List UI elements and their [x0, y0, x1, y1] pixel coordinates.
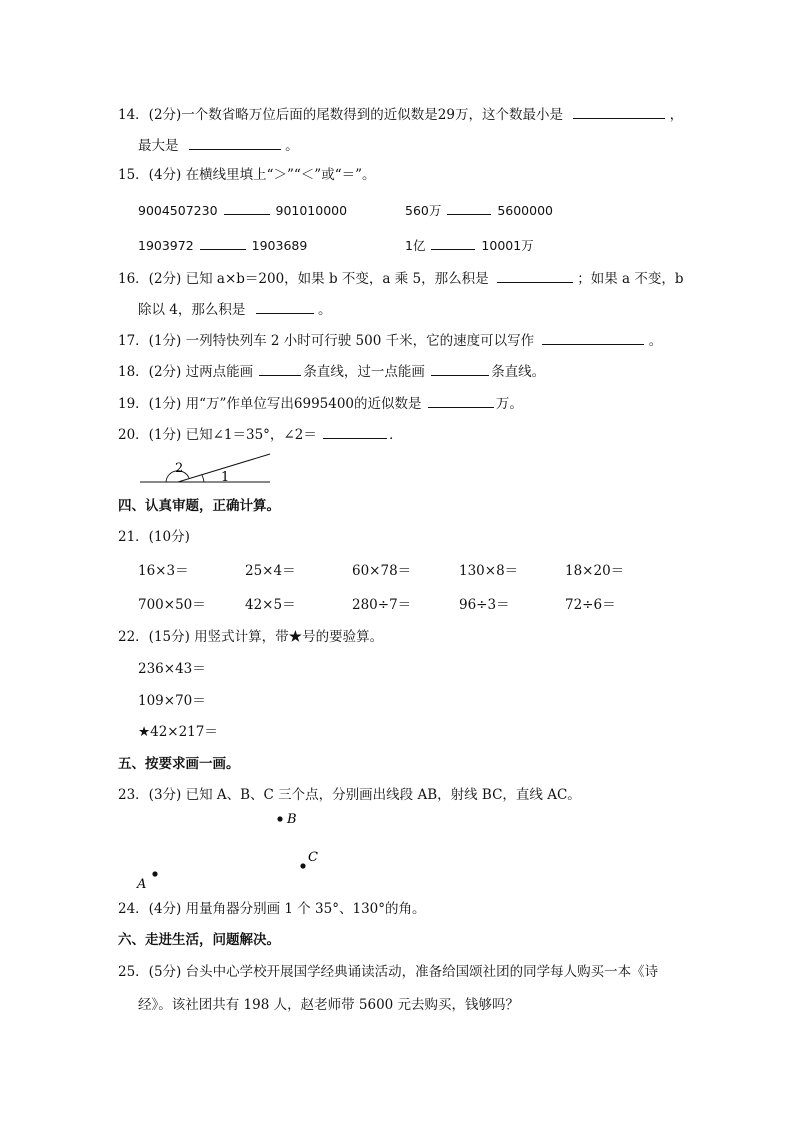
point-a-label: A: [137, 877, 147, 892]
q21-r1c4: 130×8＝: [459, 563, 519, 579]
q17-answer-blank[interactable]: [542, 330, 644, 345]
point-c: [300, 863, 305, 868]
q19-stem: 19．(1分) 用“万”作单位写出6995400的近似数是: [118, 396, 422, 412]
q15-r2-a: 1903972: [138, 238, 194, 253]
q22-item-1: 236×43＝: [138, 661, 206, 677]
q16-stem-a: 16．(2分) 已知: [118, 271, 217, 287]
q17-stem: 17．(1分) 一列特快列车 2 小时可行驶 500 千米，它的速度可以写作: [118, 333, 535, 349]
question-15-stem: 15．(4分) 在横线里填上“＞”“＜”或“＝”。: [118, 167, 376, 183]
question-16-line-2: [138, 299, 331, 319]
q15-r1-left-blank[interactable]: [224, 200, 270, 215]
q20-stem: 20．(1分) 已知∠1＝35°，∠2＝: [118, 427, 317, 443]
q16-line2-b: 。: [317, 302, 332, 318]
question-16-line-1: [118, 268, 683, 288]
q20-end: ．: [389, 427, 403, 443]
q15-r2-b: 1903689: [251, 238, 308, 253]
q17-end: 。: [648, 333, 663, 349]
point-a: [152, 871, 157, 876]
question-19: [118, 393, 523, 413]
q15-row-2-left: [138, 235, 307, 255]
q21-r2c3: 280÷7＝: [352, 597, 412, 613]
q14-comma: ，: [669, 107, 684, 123]
question-14-line-2: [138, 135, 299, 155]
points-diagram: [130, 808, 350, 894]
q20-answer-blank[interactable]: [323, 424, 387, 439]
q21-r1c1: 16×3＝: [138, 563, 189, 579]
angle-1-label: 1: [221, 470, 230, 485]
q18-answer-blank-1[interactable]: [259, 361, 301, 376]
section-4-heading: 四、认真审题，正确计算。: [118, 498, 280, 514]
q15-r1-a: 9004507230: [138, 203, 218, 218]
q18-part-a: 18．(2分) 过两点能画: [118, 364, 254, 380]
q15-r1-b: 901010000: [275, 203, 348, 218]
q21-r2c1: 700×50＝: [138, 597, 206, 613]
angle-diagram: [130, 448, 280, 490]
q21-r2c5: 72÷6＝: [565, 597, 616, 613]
point-b: [277, 816, 282, 821]
question-23-stem: 23．(3分) 已知 A、B、C 三个点，分别画出线段 AB，射线 BC，直线 AC。: [118, 787, 581, 803]
q15-r1-c: 560万: [405, 203, 442, 218]
point-c-label: C: [308, 850, 318, 865]
q22-item-2: 109×70＝: [138, 693, 206, 709]
question-22-stem: 22．(15分) 用竖式计算，带★号的要验算。: [118, 629, 384, 645]
q18-part-c: 条直线。: [491, 364, 546, 380]
q15-row-1-left: [138, 200, 347, 220]
question-17: [118, 330, 662, 350]
q22-item-3: ★42×217＝: [138, 724, 218, 740]
question-25-line-2: 经》。该社团共有 198 人，赵老师带 5600 元去购买，钱够吗？: [138, 997, 520, 1013]
question-25-line-1: 25．(5分) 台头中心学校开展国学经典诵读活动，准备给国颂社团的同学每人购买一本《诗: [118, 964, 659, 980]
q16-answer-blank-2[interactable]: [256, 299, 314, 314]
q14-answer-blank-min[interactable]: [573, 104, 665, 119]
q16-line2-a: 除以 4，那么积是: [138, 302, 246, 318]
question-20: [118, 424, 403, 444]
question-18: [118, 361, 545, 381]
q21-r1c3: 60×78＝: [352, 563, 412, 579]
q15-r1-right-blank[interactable]: [447, 200, 491, 215]
q15-row-1-right: [405, 200, 553, 220]
q14-answer-blank-max[interactable]: [189, 135, 281, 150]
q14-line2-label: 最大是: [138, 138, 179, 154]
q15-r2-d: 10001万: [481, 238, 534, 253]
q21-r1c5: 18×20＝: [565, 563, 625, 579]
q18-part-b: 条直线，过一点能画: [303, 364, 425, 380]
q19-answer-blank[interactable]: [428, 393, 494, 408]
q21-r2c4: 96÷3＝: [459, 597, 510, 613]
q15-row-2-right: [405, 235, 534, 255]
q16-answer-blank-1[interactable]: [497, 268, 573, 283]
q14-end: 。: [285, 138, 299, 154]
q21-r2c2: 42×5＝: [245, 597, 296, 613]
q15-r2-left-blank[interactable]: [200, 235, 246, 250]
q15-r2-right-blank[interactable]: [431, 235, 475, 250]
question-21-stem: 21．(10分): [118, 529, 190, 545]
section-5-heading: 五、按要求画一画。: [118, 756, 240, 772]
q15-r1-d: 5600000: [497, 203, 553, 218]
point-b-label: B: [287, 812, 297, 827]
q18-answer-blank-2[interactable]: [431, 361, 489, 376]
angle-2-label: 2: [175, 461, 184, 476]
angle-1-arc: [202, 475, 204, 482]
q16-stem-c: ；如果 a 不变，b: [577, 271, 684, 287]
question-24-stem: 24．(4分) 用量角器分别画 1 个 35°、130°的角。: [118, 901, 426, 917]
q19-unit: 万。: [495, 396, 523, 412]
q14-stem: 14．(2分)一个数省略万位后面的尾数得到的近似数是29万，这个数最小是: [118, 107, 563, 123]
question-14-line-1: [118, 104, 683, 124]
q16-stem-b: a×b＝200，如果 b 不变，a 乘 5，那么积是: [216, 271, 489, 287]
section-6-heading: 六、走进生活，问题解决。: [118, 932, 280, 948]
q21-r1c2: 25×4＝: [245, 563, 296, 579]
q15-r2-c: 1亿: [405, 238, 426, 253]
